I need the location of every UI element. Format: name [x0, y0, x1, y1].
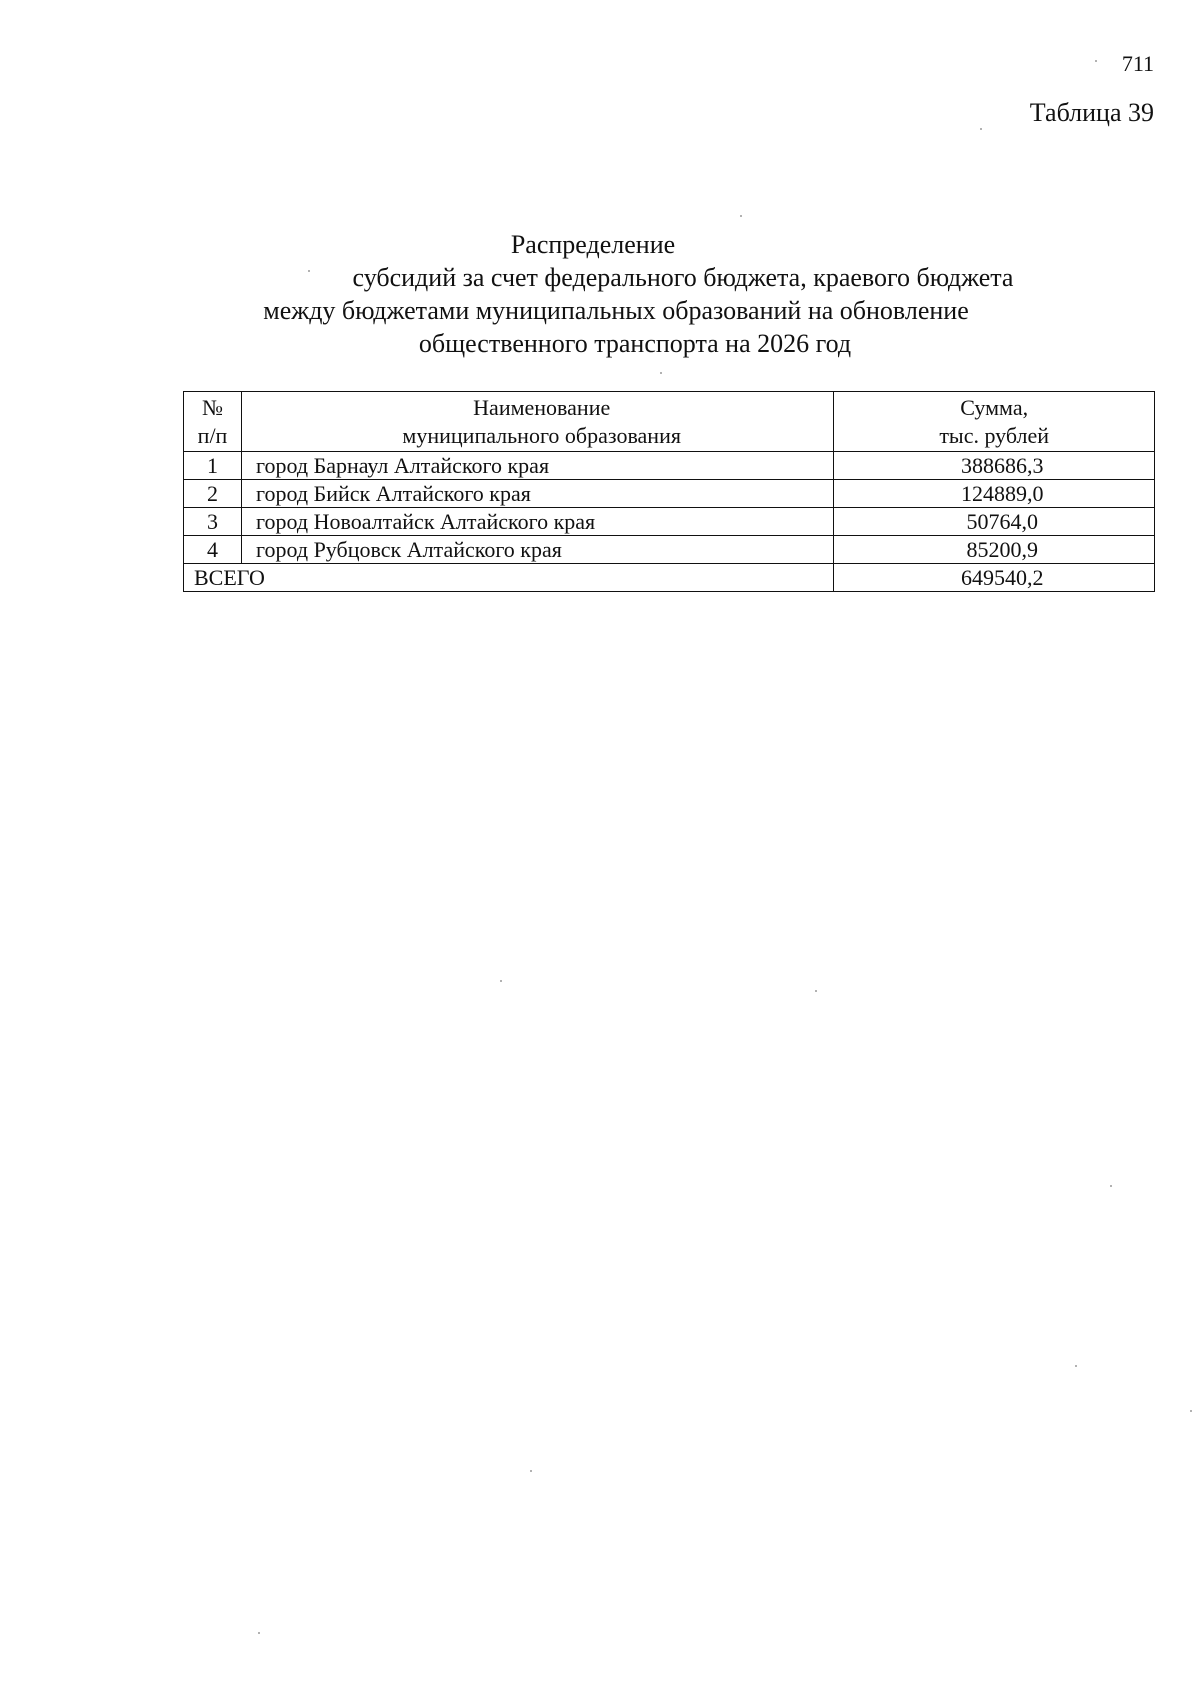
row-sum: 50764,0: [834, 508, 1155, 536]
row-sum: 388686,3: [834, 452, 1155, 480]
table-row: [184, 452, 1155, 480]
table-total-row: [184, 564, 1155, 592]
table-row: [184, 536, 1155, 564]
header-sum: [834, 392, 1155, 452]
row-sum: 124889,0: [834, 480, 1155, 508]
scan-speck: [815, 990, 817, 992]
row-number: 4: [184, 536, 242, 564]
scan-speck: [530, 1470, 532, 1472]
document-title: [0, 228, 1200, 360]
table-label: Таблица 39: [1029, 98, 1154, 127]
table-header-row: [184, 392, 1155, 452]
row-name: город Рубцовск Алтайского края: [242, 536, 834, 564]
header-number-line1: №: [202, 394, 224, 420]
title-line: субсидий за счет федерального бюджета, краевого бюджета: [352, 263, 1014, 292]
title-line: между бюджетами муниципальных образований на обновление: [263, 296, 969, 325]
scan-speck: [980, 128, 982, 130]
table-row: [184, 480, 1155, 508]
page-number: 711: [1121, 51, 1154, 76]
table-row: [184, 508, 1155, 536]
header-name-line2: муниципального образования: [402, 422, 681, 448]
scan-speck: [1075, 1365, 1077, 1367]
header-number-line2: п/п: [197, 422, 228, 448]
title-line: Распределение: [510, 230, 676, 259]
row-name: город Бийск Алтайского края: [242, 480, 834, 508]
scan-speck: [660, 372, 662, 374]
total-label: ВСЕГО: [184, 564, 834, 592]
header-sum-line1: Сумма,: [960, 394, 1029, 420]
row-sum: 85200,9: [834, 536, 1155, 564]
scan-speck: [500, 980, 502, 982]
header-name: [242, 392, 834, 452]
row-name: город Новоалтайск Алтайского края: [242, 508, 834, 536]
subsidy-table: [183, 391, 1155, 592]
total-sum: 649540,2: [834, 564, 1155, 592]
scan-speck: [258, 1632, 260, 1634]
row-number: 3: [184, 508, 242, 536]
scan-speck: [308, 270, 310, 272]
scan-speck: [1110, 1185, 1112, 1187]
scan-speck: [1190, 1410, 1192, 1412]
title-line: общественного транспорта на 2026 год: [418, 329, 852, 358]
scan-speck: [1095, 60, 1097, 62]
row-name: город Барнаул Алтайского края: [242, 452, 834, 480]
row-number: 2: [184, 480, 242, 508]
scan-speck: [740, 215, 742, 217]
row-number: 1: [184, 452, 242, 480]
header-number: [184, 392, 242, 452]
header-sum-line2: тыс. рублей: [939, 422, 1050, 448]
header-name-line1: Наименование: [473, 394, 611, 420]
